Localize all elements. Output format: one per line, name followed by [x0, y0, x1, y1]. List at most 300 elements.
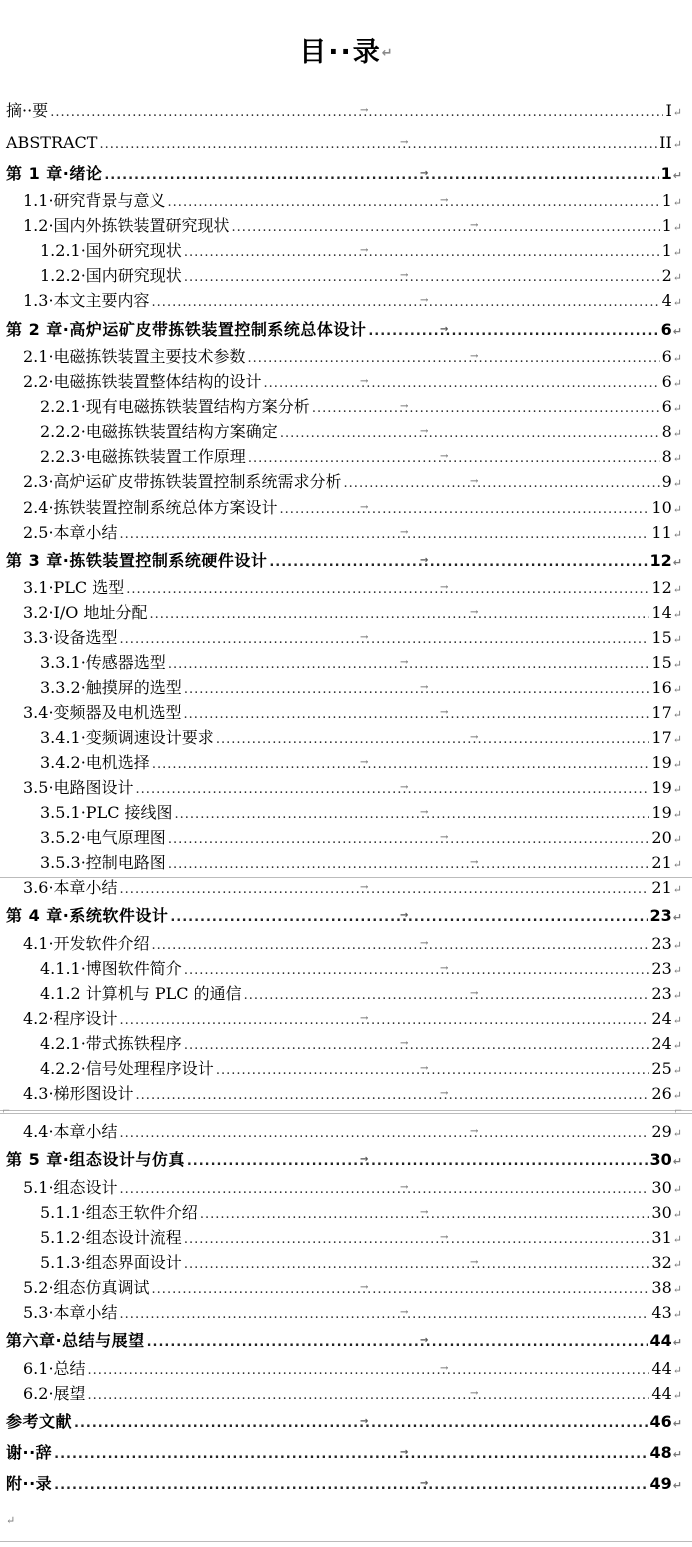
toc-entry-title: 4.2·程序设计: [23, 1009, 118, 1028]
tab-mark-icon: →: [360, 882, 369, 893]
toc-entry-title: 3.5·电路图设计: [23, 778, 134, 797]
paragraph-mark: ↵: [672, 503, 682, 516]
paragraph-mark: ↵: [672, 1089, 682, 1102]
toc-entry-title: 2.2.2·电磁拣铁装置结构方案确定: [40, 422, 278, 441]
toc-entry[interactable]: [0, 851, 682, 875]
toc-entry[interactable]: [0, 1382, 682, 1406]
dot-leader: [170, 906, 647, 930]
toc-entry[interactable]: [0, 264, 682, 288]
toc-entry[interactable]: [0, 496, 682, 520]
toc-entry-page: 23: [649, 906, 672, 925]
toc-entry-page: 23: [651, 959, 672, 978]
toc-entry-page: 8: [661, 447, 672, 466]
toc-entry[interactable]: [0, 982, 682, 1006]
tab-mark-icon: →: [400, 910, 409, 921]
toc-entry-page: 30: [651, 1178, 672, 1197]
toc-entry-title: 4.4·本章小结: [23, 1122, 118, 1141]
paragraph-mark: ↵: [672, 1336, 682, 1349]
toc-entry[interactable]: [0, 1226, 682, 1250]
toc-entry[interactable]: [0, 1329, 682, 1353]
tab-mark-icon: →: [440, 195, 449, 206]
tab-mark-icon: →: [440, 324, 449, 335]
tab-mark-icon: →: [420, 1207, 429, 1218]
dot-leader: [168, 853, 650, 877]
toc-entry-title: 3.4.1·变频调速设计要求: [40, 728, 214, 747]
tab-mark-icon: →: [440, 1232, 449, 1243]
tab-mark-icon: →: [420, 1478, 429, 1489]
dot-leader: [120, 878, 650, 902]
dot-leader: [104, 164, 658, 188]
paragraph-mark: ↵: [672, 106, 682, 119]
tab-mark-icon: →: [360, 245, 369, 256]
tab-mark-icon: →: [440, 707, 449, 718]
toc-entry-page: 43: [651, 1303, 672, 1322]
toc-entry[interactable]: [0, 318, 682, 342]
tab-mark-icon: →: [400, 1038, 409, 1049]
toc-entry[interactable]: [0, 904, 682, 928]
toc-entry[interactable]: [0, 751, 682, 775]
toc-entry-page: 12: [649, 551, 672, 570]
dot-leader: [120, 1178, 650, 1202]
toc-entry-page: 31: [651, 1228, 672, 1247]
dot-leader: [344, 472, 660, 496]
page-separator: [0, 877, 692, 878]
tab-mark-icon: →: [420, 1063, 429, 1074]
toc-entry-page: 30: [649, 1150, 672, 1169]
toc-entry[interactable]: [0, 99, 682, 123]
paragraph-mark: ↵: [672, 1479, 682, 1492]
toc-entry-title: 第 3 章·拣铁装置控制系统硬件设计: [6, 551, 268, 570]
toc-entry[interactable]: [0, 345, 682, 369]
dot-leader: [168, 191, 660, 215]
tab-mark-icon: →: [470, 1126, 479, 1137]
toc-entry-page: 17: [651, 703, 672, 722]
page-break: [0, 1113, 692, 1114]
paragraph-mark: ↵: [672, 1127, 682, 1140]
toc-entry[interactable]: [0, 1057, 682, 1081]
dot-leader: [184, 1253, 650, 1277]
toc-entry-page: 6: [661, 372, 672, 391]
toc-entry[interactable]: [0, 651, 682, 675]
dot-leader: [88, 1359, 650, 1383]
dot-leader: [280, 498, 650, 522]
toc-entry-page: 1: [661, 216, 672, 235]
tab-mark-icon: →: [400, 1182, 409, 1193]
tab-mark-icon: →: [420, 1335, 429, 1346]
toc-entry[interactable]: [0, 957, 682, 981]
paragraph-mark: ↵: [672, 658, 682, 671]
toc-entry-title: 3.5.2·电气原理图: [40, 828, 166, 847]
toc-entry[interactable]: [0, 576, 682, 600]
dot-leader: [175, 803, 650, 827]
dot-leader: [184, 959, 650, 983]
tab-mark-icon: →: [420, 168, 429, 179]
toc-entry-title: 4.2.1·带式拣铁程序: [40, 1034, 182, 1053]
dot-leader: [187, 1150, 648, 1174]
paragraph-mark: ↵: [672, 758, 682, 771]
dot-leader: [216, 728, 650, 752]
toc-entry[interactable]: [0, 549, 682, 573]
tab-mark-icon: →: [440, 1363, 449, 1374]
paragraph-mark: ↵: [672, 1155, 682, 1168]
toc-entry-page: 6: [660, 320, 672, 339]
toc-entry-page: 24: [651, 1034, 672, 1053]
paragraph-mark: ↵: [672, 808, 682, 821]
tab-mark-icon: →: [360, 1154, 369, 1165]
toc-entry-page: 21: [651, 878, 672, 897]
toc-entry-title: 第 2 章·高炉运矿皮带拣铁装置控制系统总体设计: [6, 320, 367, 339]
toc-entry-title: 第六章·总结与展望: [6, 1331, 145, 1350]
dot-leader: [88, 1384, 650, 1408]
tab-mark-icon: →: [470, 607, 479, 618]
toc-entry-page: 19: [651, 753, 672, 772]
toc-entry-title: 附··录: [6, 1474, 53, 1493]
dot-leader: [184, 266, 660, 290]
paragraph-mark: ↵: [672, 1014, 682, 1027]
toc-entry-title: 3.3.1·传感器选型: [40, 653, 166, 672]
tab-mark-icon: →: [420, 295, 429, 306]
dot-leader: [248, 447, 660, 471]
page-bottom-line: [0, 1541, 692, 1542]
toc-entry-title: 谢··辞: [6, 1443, 53, 1462]
toc-entry[interactable]: [0, 932, 682, 956]
toc-entry[interactable]: [0, 701, 682, 725]
dot-leader: [280, 422, 660, 446]
tab-mark-icon: →: [400, 657, 409, 668]
tab-mark-icon: →: [420, 426, 429, 437]
toc-entry[interactable]: [0, 1472, 682, 1496]
tab-mark-icon: →: [470, 1257, 479, 1268]
dot-leader: [149, 603, 649, 627]
paragraph-mark: ↵: [672, 246, 682, 259]
paragraph-mark: ↵: [672, 583, 682, 596]
toc-entry-title: 5.1.2·组态设计流程: [40, 1228, 182, 1247]
toc-entry-title: 1.2.2·国内研究现状: [40, 266, 182, 285]
toc-entry[interactable]: [0, 1032, 682, 1056]
toc-entry-page: 24: [651, 1009, 672, 1028]
toc-entry[interactable]: [0, 239, 682, 263]
toc-entry[interactable]: [0, 1410, 682, 1434]
tab-mark-icon: →: [400, 270, 409, 281]
tab-mark-icon: →: [440, 963, 449, 974]
paragraph-mark: ↵: [672, 1208, 682, 1221]
toc-entry[interactable]: [0, 601, 682, 625]
toc-entry-page: 15: [651, 628, 672, 647]
dot-leader: [120, 523, 650, 547]
paragraph-mark: ↵: [672, 1064, 682, 1077]
toc-entry[interactable]: [0, 521, 682, 545]
toc-entry-title: 2.2.1·现有电磁拣铁装置结构方案分析: [40, 397, 310, 416]
paragraph-mark: ↵: [672, 528, 682, 541]
toc-entry-title: ABSTRACT: [6, 133, 98, 152]
paragraph-mark: ↵: [672, 169, 682, 182]
dot-leader: [120, 628, 650, 652]
toc-entry[interactable]: [0, 370, 682, 394]
paragraph-mark: ↵: [672, 1258, 682, 1271]
toc-entry-title: 4.2.2·信号处理程序设计: [40, 1059, 214, 1078]
toc-entry-title: 1.2.1·国外研究现状: [40, 241, 182, 260]
toc-entry[interactable]: [0, 876, 682, 900]
toc-entry-title: 5.1.3·组态界面设计: [40, 1253, 182, 1272]
paragraph-mark: ↵: [672, 196, 682, 209]
toc-entry[interactable]: [0, 626, 682, 650]
tab-mark-icon: →: [360, 1282, 369, 1293]
dot-leader: [126, 578, 649, 602]
dot-leader: [147, 1331, 648, 1355]
tab-mark-icon: →: [400, 527, 409, 538]
toc-entry[interactable]: [0, 801, 682, 825]
tab-mark-icon: →: [470, 476, 479, 487]
toc-entry-page: 44: [651, 1384, 672, 1403]
paragraph-mark: ↵: [672, 1233, 682, 1246]
paragraph-mark: ↵: [672, 1389, 682, 1402]
tab-mark-icon: →: [360, 1013, 369, 1024]
paragraph-mark: ↵: [672, 452, 682, 465]
toc-entry-title: 3.5.3·控制电路图: [40, 853, 166, 872]
toc-entry-page: 10: [651, 498, 672, 517]
toc-entry[interactable]: [0, 470, 682, 494]
toc-entry-title: 1.1·研究背景与意义: [23, 191, 166, 210]
tab-mark-icon: →: [470, 988, 479, 999]
toc-entry-title: 第 1 章·绪论: [6, 164, 103, 183]
toc-entry-page: 2: [661, 266, 672, 285]
paragraph-mark: ↵: [672, 1039, 682, 1052]
toc-entry-title: 摘··要: [6, 101, 49, 120]
paragraph-mark: ↵: [672, 708, 682, 721]
toc-entry[interactable]: [0, 1176, 682, 1200]
paragraph-mark: ↵: [672, 477, 682, 490]
paragraph-mark: ↵: [672, 138, 682, 151]
paragraph-mark: ↵: [672, 325, 682, 338]
dot-leader: [54, 1443, 647, 1467]
toc-entry[interactable]: [0, 162, 682, 186]
tab-mark-icon: →: [470, 220, 479, 231]
toc-entry[interactable]: [0, 445, 682, 469]
page-corner-icon: ⌐: [2, 1106, 11, 1117]
toc-entry-page: 23: [651, 984, 672, 1003]
toc-entry-page: 19: [651, 778, 672, 797]
toc-entry[interactable]: [0, 1148, 682, 1172]
toc-entry-title: 5.1.1·组态王软件介绍: [40, 1203, 198, 1222]
dot-leader: [168, 828, 650, 852]
paragraph-mark: ↵: [672, 377, 682, 390]
tab-mark-icon: →: [440, 832, 449, 843]
tab-mark-icon: →: [440, 1088, 449, 1099]
tab-mark-icon: →: [360, 502, 369, 513]
paragraph-mark: ↵: [672, 733, 682, 746]
toc-entry-title: 5.2·组态仿真调试: [23, 1278, 150, 1297]
toc-entry-title: 5.1·组态设计: [23, 1178, 118, 1197]
toc-entry-page: 1: [660, 164, 672, 183]
toc-entry[interactable]: [0, 1441, 682, 1465]
dot-leader: [264, 372, 660, 396]
tab-mark-icon: →: [470, 351, 479, 362]
toc-entry-title: 4.1.1·博图软件简介: [40, 959, 182, 978]
tab-mark-icon: →: [440, 582, 449, 593]
toc-entry[interactable]: [0, 289, 682, 313]
toc-entry-title: 3.4.2·电机选择: [40, 753, 150, 772]
paragraph-mark: ↵: [672, 911, 682, 924]
paragraph-mark: ↵: [672, 683, 682, 696]
tab-mark-icon: →: [420, 807, 429, 818]
toc-entry-title: 3.6·本章小结: [23, 878, 118, 897]
dot-leader: [120, 1009, 650, 1033]
dot-leader: [368, 320, 658, 344]
tab-mark-icon: →: [470, 857, 479, 868]
toc-entry[interactable]: [0, 189, 682, 213]
dot-leader: [184, 703, 650, 727]
title-text: 目··录: [299, 37, 382, 68]
tab-mark-icon: →: [400, 137, 409, 148]
page-title: [0, 30, 692, 69]
dot-leader: [152, 1278, 650, 1302]
toc-entry[interactable]: [0, 1357, 682, 1381]
toc-entry[interactable]: [0, 676, 682, 700]
paragraph-mark: ↵: [672, 1283, 682, 1296]
paragraph-mark: ↵: [672, 633, 682, 646]
toc-entry-title: 6.1·总结: [23, 1359, 86, 1378]
page-break: [0, 1110, 692, 1111]
toc-entry-title: 2.3·高炉运矿皮带拣铁装置控制系统需求分析: [23, 472, 342, 491]
toc-entry-page: 17: [651, 728, 672, 747]
tab-mark-icon: →: [400, 401, 409, 412]
toc-entry[interactable]: [0, 1201, 682, 1225]
toc-entry[interactable]: [0, 420, 682, 444]
dot-leader: [312, 397, 660, 421]
toc-entry-title: 3.1·PLC 选型: [23, 578, 125, 597]
toc-entry-page: II: [659, 133, 672, 152]
toc-entry-title: 1.2·国内外拣铁装置研究现状: [23, 216, 230, 235]
toc-entry-title: 第 5 章·组态设计与仿真: [6, 1150, 185, 1169]
tab-mark-icon: →: [400, 1447, 409, 1458]
toc-entry[interactable]: [0, 1301, 682, 1325]
toc-entry-title: 2.5·本章小结: [23, 523, 118, 542]
dot-leader: [184, 1228, 650, 1252]
paragraph-mark: ↵: [672, 1308, 682, 1321]
tab-mark-icon: →: [420, 938, 429, 949]
toc-entry-page: 25: [651, 1059, 672, 1078]
paragraph-mark: ↵: [672, 402, 682, 415]
dot-leader: [232, 216, 660, 240]
paragraph-mark: ↵: [672, 783, 682, 796]
dot-leader: [244, 984, 650, 1008]
toc-entry-page: 8: [661, 422, 672, 441]
toc-entry-title: 2.2.3·电磁拣铁装置工作原理: [40, 447, 246, 466]
toc-entry-page: 38: [651, 1278, 672, 1297]
paragraph-mark: ↵: [672, 1364, 682, 1377]
toc-entry-page: 46: [649, 1412, 672, 1431]
paragraph-mark: ↵: [672, 1448, 682, 1461]
page-corner-icon: ⌐: [674, 1106, 683, 1117]
toc-entry-page: 12: [651, 578, 672, 597]
toc-entry-title: 3.5.1·PLC 接线图: [40, 803, 173, 822]
dot-leader: [54, 1474, 647, 1498]
toc-entry-title: 第 4 章·系统软件设计: [6, 906, 169, 925]
toc-entry[interactable]: [0, 1007, 682, 1031]
dot-leader: [136, 1084, 650, 1108]
paragraph-mark: ↵: [672, 1183, 682, 1196]
toc-entry[interactable]: [0, 726, 682, 750]
toc-entry-page: 26: [651, 1084, 672, 1103]
dot-leader: [216, 1059, 650, 1083]
toc-entry-title: 3.4·变频器及电机选型: [23, 703, 182, 722]
toc-entry-page: 23: [651, 934, 672, 953]
paragraph-mark: ↵: [381, 46, 393, 61]
paragraph-mark: ↵: [672, 352, 682, 365]
toc-entry-page: I: [665, 101, 672, 120]
toc-entry[interactable]: [0, 776, 682, 800]
tab-mark-icon: →: [360, 105, 369, 116]
toc-entry[interactable]: [0, 826, 682, 850]
toc-entry-title: 4.1.2 计算机与 PLC 的通信: [40, 984, 242, 1003]
toc-entry-page: 49: [649, 1474, 672, 1493]
toc-entry-page: 19: [651, 803, 672, 822]
toc-entry-page: 44: [649, 1331, 672, 1350]
toc-entry[interactable]: [0, 1120, 682, 1144]
paragraph-mark: ↵: [672, 964, 682, 977]
tab-mark-icon: →: [420, 682, 429, 693]
dot-leader: [120, 1303, 650, 1327]
toc-entry-title: 3.3.2·触摸屏的选型: [40, 678, 182, 697]
dot-leader: [99, 133, 657, 157]
toc-entry-title: 参考文献: [6, 1412, 73, 1431]
toc-entry-title: 5.3·本章小结: [23, 1303, 118, 1322]
dot-leader: [248, 347, 660, 371]
toc-entry-title: 1.3·本文主要内容: [23, 291, 150, 310]
toc-entry-title: 2.4·拣铁装置控制系统总体方案设计: [23, 498, 278, 517]
toc-entry[interactable]: [0, 1082, 682, 1106]
dot-leader: [50, 101, 663, 125]
paragraph-mark: ↵: [672, 1417, 682, 1430]
toc-entry-page: 21: [651, 853, 672, 872]
toc-entry-page: 30: [651, 1203, 672, 1222]
toc-entry-title: 6.2·展望: [23, 1384, 86, 1403]
paragraph-mark: ↵: [672, 271, 682, 284]
toc-entry-page: 6: [661, 347, 672, 366]
dot-leader: [168, 653, 650, 677]
toc-entry-title: 2.2·电磁拣铁装置整体结构的设计: [23, 372, 262, 391]
toc-entry-page: 29: [651, 1122, 672, 1141]
toc-entry[interactable]: [0, 395, 682, 419]
tab-mark-icon: →: [400, 1307, 409, 1318]
tab-mark-icon: →: [470, 732, 479, 743]
toc-entry[interactable]: [0, 131, 682, 155]
paragraph-mark: ↵: [672, 883, 682, 896]
dot-leader: [184, 241, 660, 265]
paragraph-mark: ↵: [672, 221, 682, 234]
toc-entry-page: 32: [651, 1253, 672, 1272]
paragraph-mark: ↵: [6, 1514, 16, 1527]
tab-mark-icon: →: [400, 782, 409, 793]
toc-entry[interactable]: [0, 214, 682, 238]
toc-entry-page: 16: [651, 678, 672, 697]
paragraph-mark: ↵: [672, 939, 682, 952]
toc-entry-page: 15: [651, 653, 672, 672]
toc-entry[interactable]: [0, 1251, 682, 1275]
tab-mark-icon: →: [360, 757, 369, 768]
dot-leader: [269, 551, 647, 575]
toc-entry-page: 11: [651, 523, 672, 542]
tab-mark-icon: →: [360, 632, 369, 643]
toc-entry-page: 48: [649, 1443, 672, 1462]
paragraph-mark: ↵: [672, 427, 682, 440]
toc-entry-title: 3.3·设备选型: [23, 628, 118, 647]
tab-mark-icon: →: [420, 555, 429, 566]
toc-entry[interactable]: [0, 1276, 682, 1300]
toc-entry-title: 4.3·梯形图设计: [23, 1084, 134, 1103]
toc-entry-page: 1: [661, 241, 672, 260]
toc-entry-title: 4.1·开发软件介绍: [23, 934, 150, 953]
